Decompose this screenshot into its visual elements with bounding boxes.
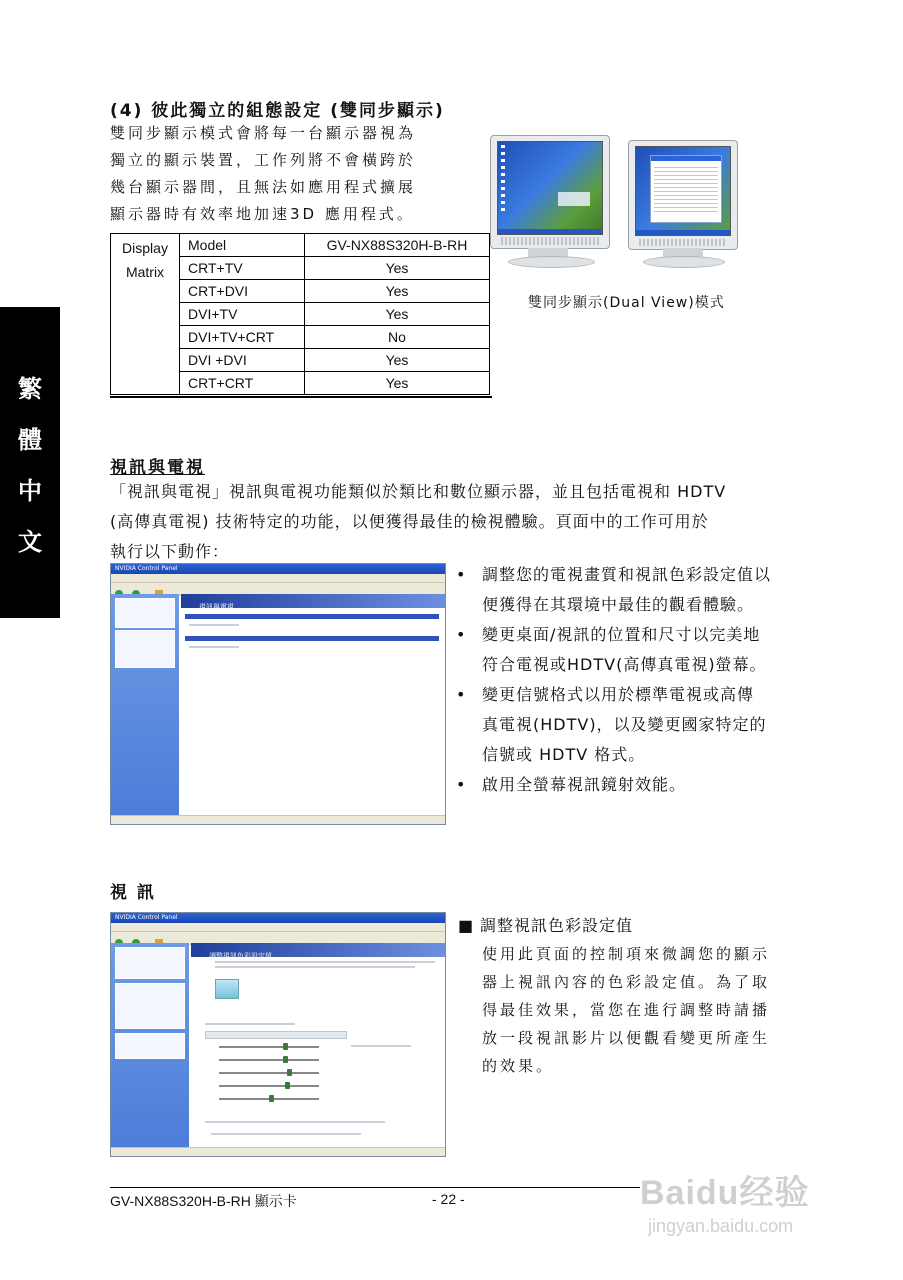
dual-view-monitors-image [488, 130, 748, 280]
page-banner [181, 594, 445, 611]
paragraph-line: 得最佳效果，當您在進行調整時請播 [482, 1001, 771, 1019]
language-side-tab [0, 307, 60, 618]
header-cell: GV-NX88S320H-B-RH [305, 234, 490, 257]
item-title-row [458, 912, 803, 940]
watermark-brand: Baidu经验 [640, 1174, 810, 1212]
table-cell: CRT+CRT [180, 372, 305, 395]
banner-title: 調整視訊色彩設定值 [209, 952, 272, 960]
table-cell: Yes [305, 280, 490, 303]
bullet-dot: • [456, 775, 467, 794]
list-item-line: 真電視(HDTV)，以及變更國家特定的 [482, 715, 767, 734]
side-tab-char: 體 [18, 424, 42, 454]
table-cell: No [305, 326, 490, 349]
table-cell: Yes [305, 349, 490, 372]
video-tv-screenshot [110, 563, 446, 825]
task-pane [111, 943, 189, 1148]
matrix-label-line: Display [122, 240, 168, 256]
paragraph-line: 放一段視訊影片以便觀看變更所產生 [482, 1029, 771, 1047]
task-pane [111, 594, 179, 816]
display-matrix-table [110, 233, 490, 395]
table-header-row [111, 234, 490, 257]
paragraph-line: 雙同步顯示模式會將每一台顯示器視為 [110, 124, 417, 142]
list-item [456, 680, 801, 770]
paragraph-line: (高傳真電視) 技術特定的功能，以便獲得最佳的檢視體驗。頁面中的工作可用於 [110, 512, 709, 531]
menu-bar [111, 923, 445, 932]
section1-heading: (4) 彼此獨立的組態設定 (雙同步顯示) [110, 101, 445, 121]
paragraph-line: 顯示器時有效率地加速3D 應用程式。 [110, 205, 415, 223]
list-item-line: 變更桌面/視訊的位置和尺寸以完美地 [482, 625, 761, 644]
list-item [456, 770, 801, 800]
section1-paragraph [110, 120, 455, 228]
side-tab-char: 文 [18, 526, 42, 556]
list-item-line: 變更信號格式以用於標準電視或高傳 [482, 685, 755, 704]
video-color-screenshot [110, 912, 446, 1157]
paragraph-line: 幾台顯示器間，且無法如應用程式擴展 [110, 178, 417, 196]
table-cell: CRT+DVI [180, 280, 305, 303]
table-cell: Yes [305, 372, 490, 395]
table-bottom-rule [110, 396, 492, 398]
table-cell: DVI +DVI [180, 349, 305, 372]
list-item-line: 符合電視或HDTV(高傳真電視)螢幕。 [482, 655, 767, 674]
list-item-line: 啟用全螢幕視訊鏡射效能。 [482, 775, 687, 794]
table-cell: CRT+TV [180, 257, 305, 280]
status-bar [111, 1147, 445, 1156]
window-titlebar: NVIDIA Control Panel [111, 564, 445, 574]
table-cell: DVI+TV [180, 303, 305, 326]
table-cell: Yes [305, 257, 490, 280]
section3-heading: 視 訊 [110, 883, 156, 903]
status-bar [111, 815, 445, 824]
list-item-line: 調整您的電視畫質和視訊色彩設定值以 [482, 565, 772, 584]
section2-paragraph [110, 477, 800, 567]
list-item [456, 620, 801, 680]
footer-title: GV-NX88S320H-B-RH 顯示卡 [110, 1193, 297, 1209]
paragraph-line: 的效果。 [482, 1057, 555, 1075]
page-banner [191, 943, 445, 960]
window-titlebar: NVIDIA Control Panel [111, 913, 445, 923]
item-title: 調整視訊色彩設定值 [480, 916, 634, 935]
paragraph-line: 獨立的顯示裝置，工作列將不會橫跨於 [110, 151, 417, 169]
video-tv-bullets [456, 560, 801, 800]
header-cell: Model [180, 234, 305, 257]
watermark-url: jingyan.baidu.com [648, 1216, 794, 1236]
list-item-line: 信號或 HDTV 格式。 [482, 745, 646, 764]
table-cell: Yes [305, 303, 490, 326]
video-color-item [458, 912, 803, 1080]
item-description [458, 940, 803, 1080]
list-item-line: 便獲得在其環境中最佳的觀看體驗。 [482, 595, 755, 614]
monitors-caption: 雙同步顯示(Dual View)模式 [528, 295, 725, 311]
square-bullet-icon: ■ [458, 916, 475, 935]
footer-rule [110, 1187, 640, 1188]
side-tab-char: 繁 [18, 373, 42, 403]
paragraph-line: 使用此頁面的控制項來微調您的顯示 [482, 945, 771, 963]
page-number: - 22 - [432, 1191, 465, 1207]
section2-heading: 視訊與電視 [110, 458, 205, 478]
bullet-dot: • [456, 565, 467, 584]
menu-bar [111, 574, 445, 583]
list-item [456, 560, 801, 620]
bullet-dot: • [456, 685, 467, 704]
matrix-label-line: Matrix [125, 264, 165, 280]
matrix-label-cell [111, 234, 180, 395]
bullet-dot: • [456, 625, 467, 644]
banner-title: 視訊與電視 [199, 603, 234, 611]
paragraph-line: 執行以下動作： [110, 542, 230, 561]
paragraph-line: 「視訊與電視」視訊與電視功能類似於類比和數位顯示器，並且包括電視和 HDTV [110, 482, 727, 501]
side-tab-char: 中 [18, 475, 42, 505]
paragraph-line: 器上視訊內容的色彩設定值。為了取 [482, 973, 771, 991]
baidu-watermark [640, 1165, 880, 1237]
table-cell: DVI+TV+CRT [180, 326, 305, 349]
